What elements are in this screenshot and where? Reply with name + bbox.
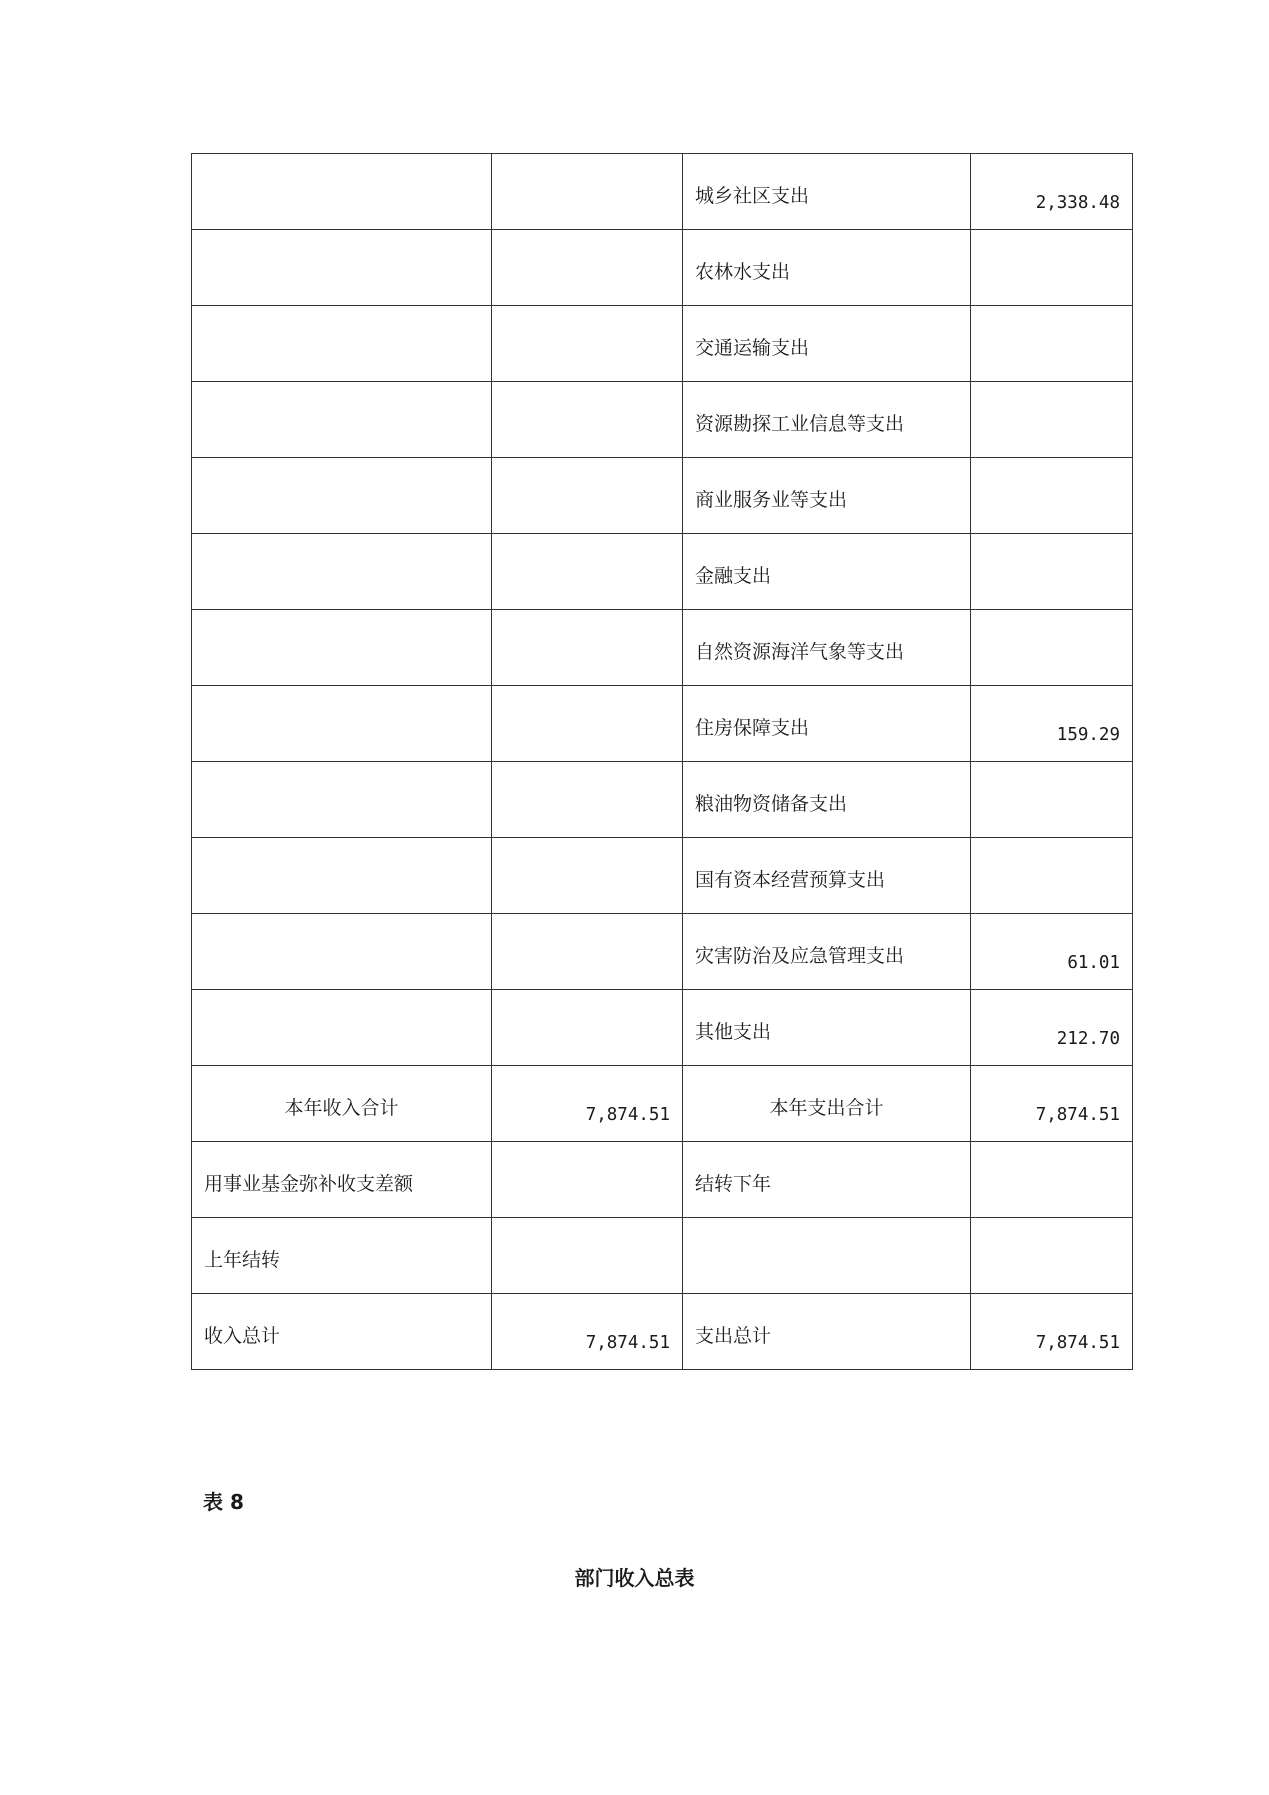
- income-amount-cell: [492, 534, 683, 610]
- income-item-cell: [192, 230, 492, 306]
- income-item-cell: [192, 838, 492, 914]
- expense-amount-cell: [971, 458, 1133, 534]
- income-item-cell: [192, 306, 492, 382]
- table-row: [192, 686, 1133, 762]
- grand-income-total-amount: 7,874.51: [492, 1294, 683, 1370]
- grand-expense-total-amount: 7,874.51: [971, 1294, 1133, 1370]
- expense-amount-cell: 159.29: [971, 686, 1133, 762]
- grand-income-total-label: 收入总计: [192, 1294, 492, 1370]
- table-row-annual-total: [192, 1066, 1133, 1142]
- annual-expense-total-label: 本年支出合计: [683, 1066, 971, 1142]
- income-item-cell: [192, 686, 492, 762]
- table-row: [192, 154, 1133, 230]
- expense-item-cell: 灾害防治及应急管理支出: [683, 914, 971, 990]
- income-item-cell: [192, 458, 492, 534]
- expense-amount-cell: 61.01: [971, 914, 1133, 990]
- table-row: [192, 762, 1133, 838]
- income-item-cell: [192, 914, 492, 990]
- table-row: [192, 458, 1133, 534]
- table-number-label: 表 8: [203, 1490, 244, 1514]
- expense-amount-cell: [971, 1142, 1133, 1218]
- income-item-cell: [192, 154, 492, 230]
- table-row: [192, 534, 1133, 610]
- expense-amount-cell: [971, 382, 1133, 458]
- expense-item-cell: 商业服务业等支出: [683, 458, 971, 534]
- expense-item-cell: 金融支出: [683, 534, 971, 610]
- expense-amount-cell: [971, 610, 1133, 686]
- annual-income-total-amount: 7,874.51: [492, 1066, 683, 1142]
- table-row: [192, 230, 1133, 306]
- expense-item-cell: 住房保障支出: [683, 686, 971, 762]
- income-amount-cell: [492, 686, 683, 762]
- expense-amount-cell: [971, 534, 1133, 610]
- expense-amount-cell: [971, 306, 1133, 382]
- grand-expense-total-label: 支出总计: [683, 1294, 971, 1370]
- expense-item-cell: 自然资源海洋气象等支出: [683, 610, 971, 686]
- table-title: 部门收入总表: [574, 1566, 695, 1590]
- expense-item-cell: 资源勘探工业信息等支出: [683, 382, 971, 458]
- income-amount-cell: [492, 838, 683, 914]
- expense-item-cell: 交通运输支出: [683, 306, 971, 382]
- expense-amount-cell: 2,338.48: [971, 154, 1133, 230]
- income-amount-cell: [492, 990, 683, 1066]
- income-amount-cell: [492, 610, 683, 686]
- income-amount-cell: [492, 154, 683, 230]
- expense-item-cell: 国有资本经营预算支出: [683, 838, 971, 914]
- expense-item-cell: 城乡社区支出: [683, 154, 971, 230]
- expense-item-cell: 其他支出: [683, 990, 971, 1066]
- expense-amount-cell: [971, 230, 1133, 306]
- expense-amount-cell: [971, 1218, 1133, 1294]
- income-item-cell: [192, 610, 492, 686]
- income-item-cell: [192, 534, 492, 610]
- annual-expense-total-amount: 7,874.51: [971, 1066, 1133, 1142]
- income-amount-cell: [492, 1218, 683, 1294]
- table-row: [192, 990, 1133, 1066]
- table-row: [192, 610, 1133, 686]
- income-item-cell: 上年结转: [192, 1218, 492, 1294]
- income-item-cell: [192, 762, 492, 838]
- income-amount-cell: [492, 914, 683, 990]
- table-row-grand-total: [192, 1294, 1133, 1370]
- income-amount-cell: [492, 230, 683, 306]
- budget-summary-table: [191, 153, 1133, 1370]
- income-item-cell: 用事业基金弥补收支差额: [192, 1142, 492, 1218]
- expense-amount-cell: [971, 762, 1133, 838]
- income-amount-cell: [492, 1142, 683, 1218]
- table-row: [192, 1142, 1133, 1218]
- expense-item-cell: 粮油物资储备支出: [683, 762, 971, 838]
- income-amount-cell: [492, 458, 683, 534]
- expense-item-cell: 结转下年: [683, 1142, 971, 1218]
- expense-item-cell: [683, 1218, 971, 1294]
- table-row: [192, 306, 1133, 382]
- income-amount-cell: [492, 306, 683, 382]
- income-amount-cell: [492, 382, 683, 458]
- income-item-cell: [192, 382, 492, 458]
- table-row: [192, 1218, 1133, 1294]
- income-item-cell: [192, 990, 492, 1066]
- income-amount-cell: [492, 762, 683, 838]
- expense-item-cell: 农林水支出: [683, 230, 971, 306]
- expense-amount-cell: [971, 838, 1133, 914]
- table-row: [192, 838, 1133, 914]
- table-row: [192, 382, 1133, 458]
- expense-amount-cell: 212.70: [971, 990, 1133, 1066]
- annual-income-total-label: 本年收入合计: [192, 1066, 492, 1142]
- table-row: [192, 914, 1133, 990]
